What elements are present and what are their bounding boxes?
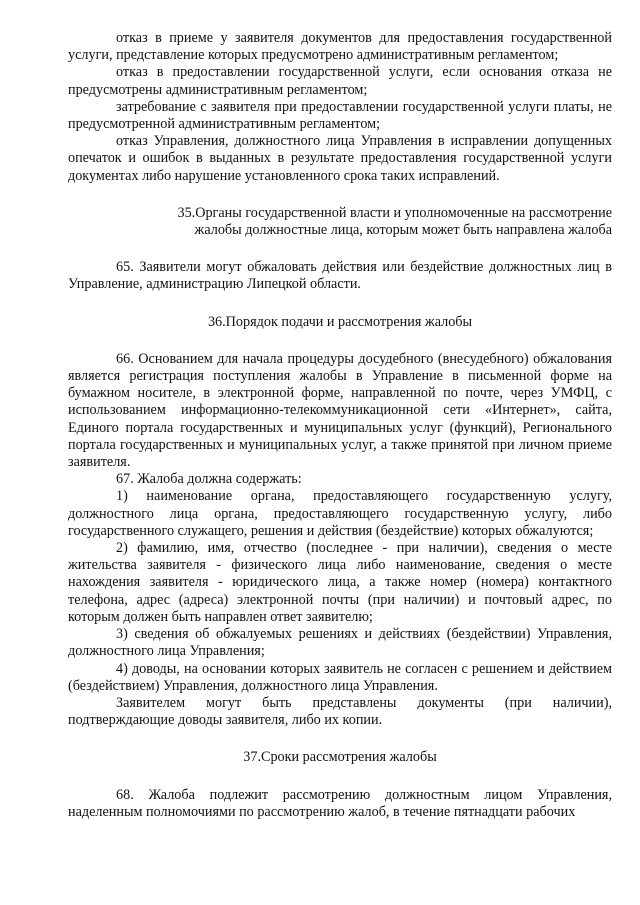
section-heading-36: 36.Порядок подачи и рассмотрения жалобы <box>207 313 473 330</box>
list-item-67-1: 1) наименование органа, предоставляющего государственную услугу, должностного лица органа, предоставляющего государственную услугу, либо государственного служащего, решения и действия (бездействие) которых обжалуются; <box>68 488 612 539</box>
list-item-67-3: 3) сведения об обжалуемых решениях и действиях (бездействии) Управления, должностного лица Управления; <box>68 626 612 660</box>
section-heading-35 <box>68 205 612 239</box>
paragraph-67: 67. Жалоба должна содержать: <box>116 471 302 488</box>
document-page <box>68 30 612 821</box>
paragraph-fee-demand: затребование с заявителя при предоставлении государственной услуги платы, не предусмотренной административным регламентом; <box>68 98 612 133</box>
paragraph-refusal-corrections: отказ Управления, должностного лица Управления в исправлении допущенных опечаток и ошибок в выданных в результате предоставления государственной услуги документах либо нарушение установленного срока таких исправлений. <box>68 133 612 184</box>
list-item-67-4: 4) доводы, на основании которых заявитель не согласен с решением и действием (бездействием) Управления, должностного лица Управления. <box>68 660 612 694</box>
section-heading-35-line-1: 35.Органы государственной власти и уполномоченные на рассмотрение <box>177 204 612 221</box>
spacer <box>68 294 612 314</box>
spacer <box>68 729 612 749</box>
paragraph-66: 66. Основанием для начала процедуры досудебного (внесудебного) обжалования является регистрация поступления жалобы в Управление в письменной форме на бумажном носителе, в электронной форме, направленной по почте, через УМФЦ, с использованием информационно-телекоммуникационной сети «Интернет», сайта, Единого портала государственных и муниципальных услуг (функций), Регионального портала государственных и муниципальных услуг, а также принятой при личном приеме заявителя. <box>68 350 612 471</box>
section-heading-35-line-2: жалобы должностные лица, которым может быть направлена жалоба <box>194 222 612 239</box>
paragraph-refusal-service: отказ в предоставлении государственной услуги, если основания отказа не предусмотрены административным регламентом; <box>68 64 612 98</box>
list-item-67-2: 2) фамилию, имя, отчество (последнее - при наличии), сведения о месте жительства заявителя - физического лица либо наименование, сведения о месте нахождения заявителя - юридического лица, а также номер (номера) контактного телефона, адрес (адреса) электронной почты (при наличии) и почтовый адрес, по которым должен быть направлен ответ заявителю; <box>68 540 612 625</box>
spacer <box>68 239 612 259</box>
paragraph-65: 65. Заявители могут обжаловать действия или бездействие должностных лиц в Управление, администрацию Липецкой области. <box>68 259 612 293</box>
spacer <box>68 185 612 205</box>
paragraph-68: 68. Жалоба подлежит рассмотрению должностным лицом Управления, наделенным полномочиями по рассмотрению жалоб, в течение пятнадцати рабочих <box>68 786 612 820</box>
spacer <box>68 767 612 787</box>
spacer <box>68 331 612 351</box>
paragraph-67-documents: Заявителем могут быть представлены документы (при наличии), подтверждающие доводы заявителя, либо их копии. <box>68 694 612 729</box>
paragraph-refusal-documents: отказ в приеме у заявителя документов для предоставления государственной услуги, представление которых предусмотрено административным регламентом; <box>68 30 612 64</box>
section-heading-37: 37.Сроки рассмотрения жалобы <box>243 749 437 766</box>
